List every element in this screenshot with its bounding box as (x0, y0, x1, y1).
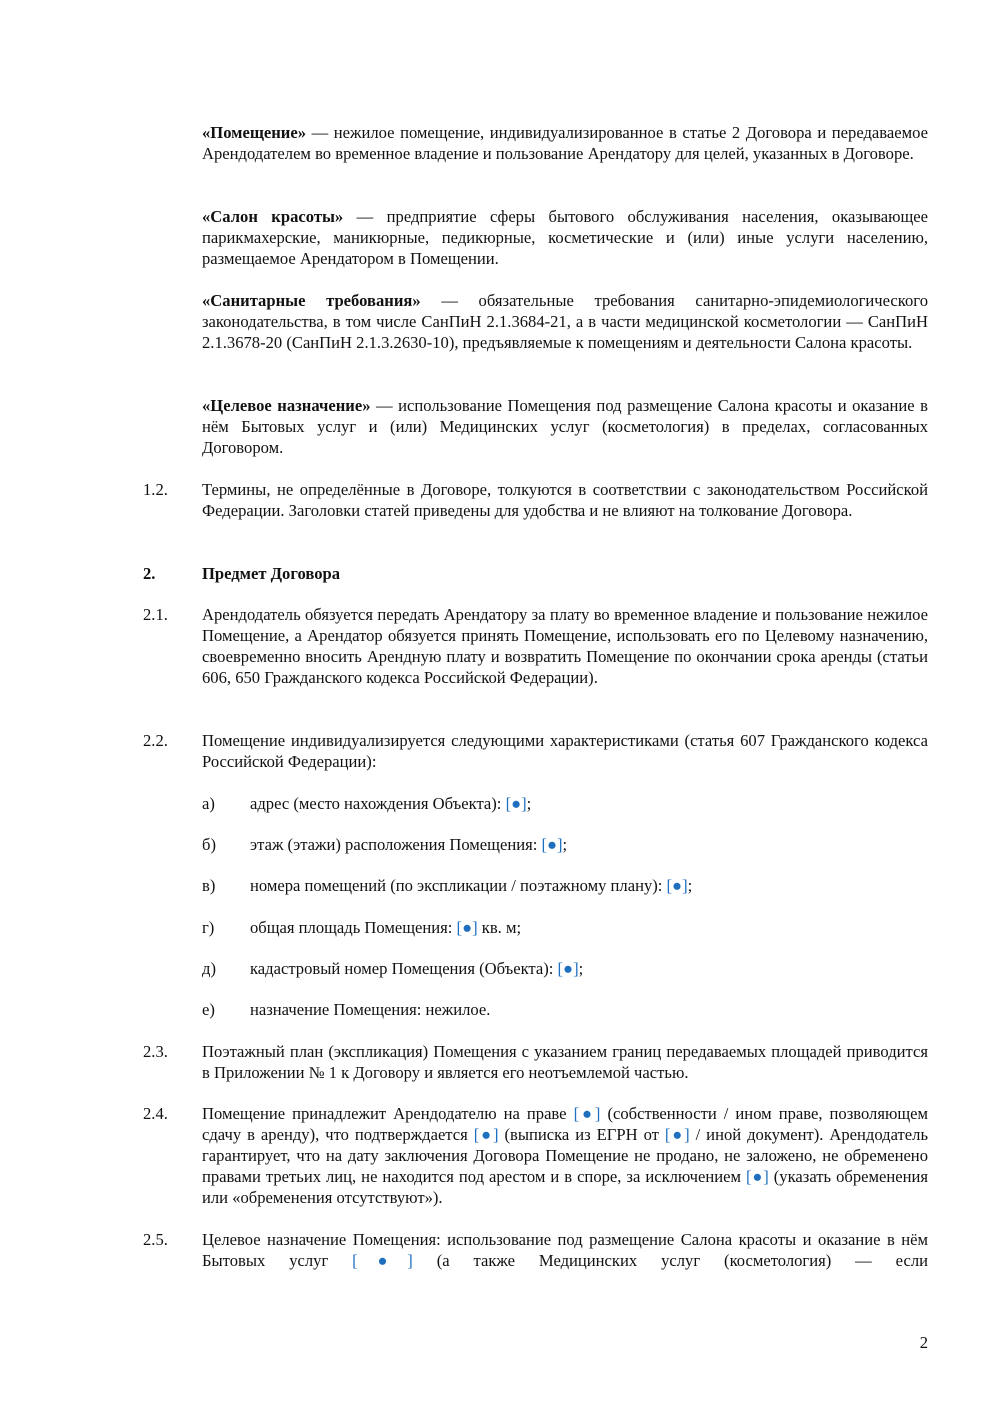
list-item (250, 793, 531, 814)
list-item (250, 834, 567, 855)
placeholder-marker: [●] (666, 876, 688, 895)
list-item-letter: е) (202, 1000, 215, 1019)
list-item-text: общая площадь Помещения: (250, 918, 457, 937)
definition-term: «Целевое назначение» (202, 396, 371, 415)
list-item-suffix: ; (578, 959, 584, 978)
list-item (250, 875, 692, 896)
definition-term: «Помещение» (202, 123, 307, 142)
definition-premises (202, 122, 928, 164)
placeholder-marker: [●] (456, 918, 478, 937)
list-item-suffix: кв. м; (477, 918, 522, 937)
clause-2-1-text: Арендодатель обязуется передать Арендатору за плату во временное владение и пользование нежилое Помещение, а Арендатор обязуется принять Помещение, использовать его по Целевому назначению, своевременно вносить Арендную плату и возвратить Помещение по окончании срока аренды (статьи 606, 650 Гражданского кодекса Российской Федерации). (202, 605, 928, 687)
clause-number: 2.1. (143, 605, 168, 624)
definition-term: «Санитарные требования» (202, 291, 421, 310)
placeholder-marker: [●] (746, 1167, 769, 1186)
list-item-letter: д) (202, 959, 216, 978)
clause-text-part: (указать обременения или «обременения отсутствуют»). (202, 1167, 928, 1207)
clause-text-part: (собственности / ином праве, позволяющем сдачу в аренду), что подтверждается (202, 1104, 929, 1144)
definition-purpose (202, 395, 928, 458)
list-item (250, 917, 521, 938)
definition-text: — нежилое помещение, индивидуализированное в статье 2 Договора и передаваемое Арендодателем во временное владение и пользование Арендатору для целей, указанных в Договоре. (202, 123, 928, 163)
clause-text-part: (а также Медицинских услуг (косметология) — если (412, 1251, 928, 1270)
clause-text-part: / иной документ). Арендодатель гарантирует, что на дату заключения Договора Помещение не продано, не заложено, не обременено правами третьих лиц, не находится под арестом и в споре, за исключением (202, 1125, 929, 1186)
list-item-suffix: ; (687, 876, 693, 895)
placeholder-marker: [●] (541, 835, 563, 854)
list-item-text: адрес (место нахождения Объекта): (250, 794, 506, 813)
clause-number: 1.2. (143, 480, 168, 499)
list-item-letter: а) (202, 794, 215, 813)
placeholder-marker: [●] (505, 794, 527, 813)
placeholder-marker: [●] (573, 1104, 601, 1123)
list-item (250, 958, 583, 979)
page-number: 2 (919, 1333, 928, 1352)
list-item-text: этаж (этажи) расположения Помещения: (250, 835, 542, 854)
definition-text: — использование Помещения под размещение Салона красоты и оказание в нём Бытовых услуг и (или) Медицинских услуг (косметология) в пределах, согласованных Договором. (202, 396, 928, 457)
list-item-text: кадастровый номер Помещения (Объекта): (250, 959, 558, 978)
definition-text: — обязательные требования санитарно-эпидемиологического законодательства, в том числе СанПиН 2.1.3684-21, а в части медицинской косметологии — СанПиН 2.1.3678-20 (СанПиН 2.1.3.2630-10), предъявляемые к помещениям и деятельности Салона красоты. (202, 291, 928, 352)
list-item-letter: в) (202, 876, 216, 895)
list-item-suffix: ; (526, 794, 532, 813)
clause-number: 2.4. (143, 1104, 168, 1123)
list-item-text: назначение Помещения: нежилое. (250, 1000, 491, 1019)
list-item-letter: г) (202, 918, 215, 937)
clause-text-part: Помещение принадлежит Арендодателю на праве (202, 1104, 574, 1123)
definition-beauty-salon (202, 206, 928, 269)
definition-term: «Салон красоты» (202, 207, 344, 226)
clause-number: 2.5. (143, 1230, 168, 1249)
placeholder-marker: [●] (664, 1125, 690, 1144)
clause-2-5-text (202, 1229, 928, 1271)
section-title: Предмет Договора (202, 564, 341, 583)
clause-2-3-text: Поэтажный план (экспликация) Помещения с указанием границ передаваемых площадей приводится в Приложении № 1 к Договору и является его неотъемлемой частью. (202, 1042, 928, 1082)
list-item-suffix: ; (562, 835, 568, 854)
placeholder-marker: [●] (352, 1251, 413, 1270)
definition-sanitary-requirements (202, 290, 928, 353)
clause-text-part: Целевое назначение Помещения: использование под размещение Салона красоты и оказание в нём Бытовых услуг (202, 1230, 928, 1270)
clause-2-2-text: Помещение индивидуализируется следующими характеристиками (статья 607 Гражданского кодекса Российской Федерации): (202, 731, 928, 771)
clause-number: 2.2. (143, 731, 168, 750)
clause-2-4-text (202, 1103, 928, 1208)
section-number: 2. (143, 564, 156, 583)
clause-1-2-text: Термины, не определённые в Договоре, толкуются в соответствии с законодательством Российской Федерации. Заголовки статей приведены для удобства и не влияют на толкование Договора. (202, 480, 928, 520)
definition-text: — предприятие сферы бытового обслуживания населения, оказывающее парикмахерские, маникюрные, педикюрные, косметические и (или) иные услуги населению, размещаемое Арендатором в Помещении. (202, 207, 928, 268)
list-item-text: номера помещений (по экспликации / поэтажному плану): (250, 876, 667, 895)
placeholder-marker: [●] (557, 959, 579, 978)
clause-number: 2.3. (143, 1042, 168, 1061)
placeholder-marker: [●] (473, 1125, 499, 1144)
list-item-letter: б) (202, 835, 216, 854)
clause-text-part: (выписка из ЕГРН от (498, 1125, 665, 1144)
